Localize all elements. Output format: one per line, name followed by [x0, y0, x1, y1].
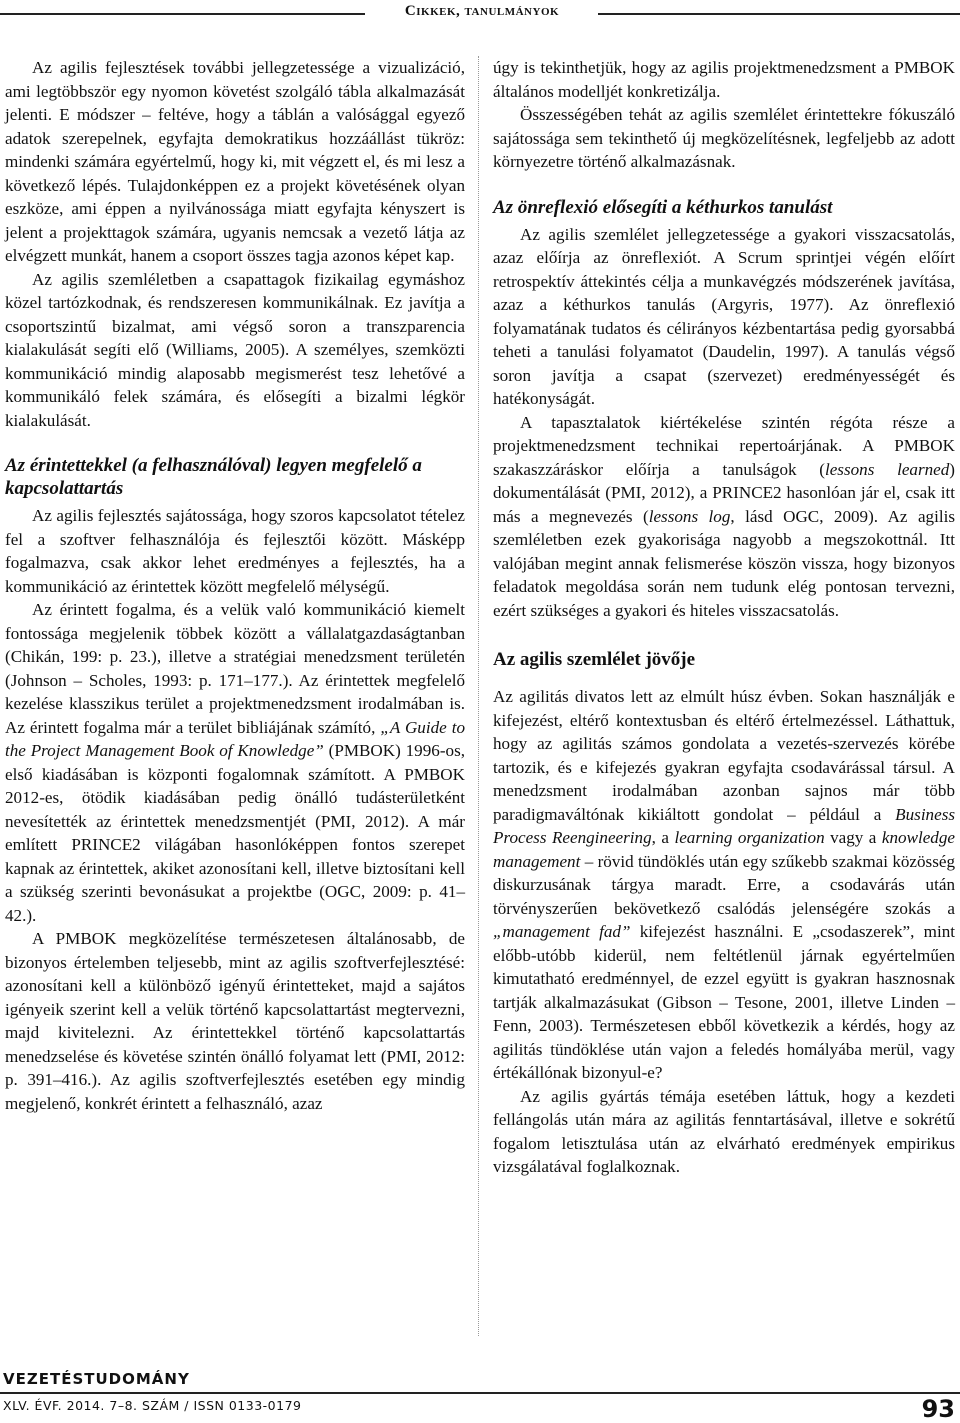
paragraph: úgy is tekinthetjük, hogy az agilis projektmenedzsment a PMBOK általános modelljét konkretizálja. [493, 58, 955, 101]
paragraph [493, 685, 955, 1085]
journal-name: VEZETÉSTUDOMÁNY [3, 1370, 190, 1388]
italic-term: lessons log [648, 506, 731, 526]
paragraph: Az agilis szemlélet jellegzetessége a gyakori visszacsatolás, azaz előírja az önreflexiót. A Scrum sprintjei végén előírt retrospektív áttekintés célja a munkavégzés módszerének javítása, azaz a kéthurkos tanulás (Argyris, 1977). Az önreflexió folyamatának tudatos és célirányos kézbentartása pedig gyorsabbá teheti a tanulási folyamatot (Daudelin, 1997). A tanulás végső soron javítja a csapat (szervezet) eredményességét és hatékonyságát. [493, 224, 955, 408]
page-number: 93 [921, 1395, 955, 1423]
text-run: , a [651, 828, 675, 847]
paragraph: Az agilis gyártás témája esetében láttuk, hogy a kezdeti fellángolás után mára az agilitás fenntartásával, illetve e sokrétű fogalom letisztulása után az elvárható eredmények empirikus vizsgálatával foglalkoznak. [493, 1086, 955, 1176]
italic-term: „management fad” [493, 922, 631, 941]
footer-rule [0, 1392, 960, 1394]
paragraph: Az agilis fejlesztés sajátossága, hogy szoros kapcsolatot tételez fel a szoftver felhasználója és fejlesztői között. Másképp fogalmazva, csak akkor lehet eredményes a fejlesztés, ha a kommunikáció az érintettek között megfelelő mélységű. [5, 506, 465, 596]
column-divider [478, 56, 479, 1336]
text-run: A tapasztalatok kiértékelése szintén régóta része a projektmenedzsment technikai repertoárjának. A PMBOK szakaszzáráskor előírja a tanulságok ( [493, 412, 955, 479]
text-run: – rövid tündöklés után egy szűkebb szakmai közösség diskurzusának tárgya maradt. Erre, a csodavárás után törvényszerűen bekövetkező csalódás jelenségére szokás a [493, 851, 955, 918]
italic-title: „A Guide to the Project Management Book of Knowledge” [5, 717, 465, 760]
issue-info: XLV. ÉVF. 2014. 7–8. SZÁM / ISSN 0133-0179 [3, 1398, 302, 1413]
text-run: vagy a [824, 828, 882, 847]
text-run: Az érintett fogalma, és a velük való kommunikáció kiemelt fontossága megjelenik többek között a vállalatgazdaságtanban (Chikán, 199: p. 23.), illetve a stratégiai menedzsment területén (Johnson – Scholes, 1993: p. 171–177.). Az érintettek megfelelő kezelése klasszikus terület a projektmenedzsment irodalmában is. Az érintett fogalma már a terület bibliájának számító, [5, 600, 465, 737]
left-column [5, 56, 465, 1115]
section-heading: Az agilis szemlélet jövője [493, 649, 696, 670]
paragraph [493, 411, 955, 623]
paragraph: Az agilis szemléletben a csapattagok fizikailag egymáshoz közel tartózkodnak, és rendszeresen kommunikálnak. Ez javítja a csoportszintű bizalmat, ami végső soron a transzparencia kialakulását segíti elő (Williams, 2005). A személyes, szemközti kommunikáció mindig alaposabb megismerést tesz lehetővé a kommunikáló felek számára, és elősegíti a bizalmi légkör kialakulását. [5, 269, 465, 430]
italic-term: Business Process Reengineering [493, 804, 955, 847]
section-heading: Az érintettekkel (a felhasználóval) legyen megfelelő a kapcsolattartás [5, 455, 422, 499]
paragraph [5, 598, 465, 927]
italic-term: knowledge management [493, 828, 955, 871]
paragraph: Az agilis fejlesztések további jellegzetessége a vizualizáció, ami legtöbbször egy nyomon követést szolgáló tábla alkalmazását jelenti. E módszer – feltéve, hogy a táblán a valósággal egyező adatok szerepelnek, egyfajta demokratikus hozzáállást tükröz: mindenki számára egyértelmű, hogy ki, mit végzett el, és mi lesz a következő lépés. Tulajdonképpen ez a projekt követésének olyan eszköze, ami éppen a nyilvánossága miatt egyfajta kényszert is jelent a projekttagok számára, ugyanis nemcsak a vezető látja az elvégzett munkát, hanem a csoport összes tagja azonos képet kap. [5, 58, 465, 265]
paragraph: A PMBOK megközelítése természetesen általánosabb, de bizonyos értelemben teljesebb, mint az agilis szoftverfejlesztésé: azonosítani kell a különböző igényű érintetteket, majd a sajátos igényeik szerint kell a velük történő kapcsolattartást megtervezni, majd kivitelezni. Az érintettekkel történő kapcsolattartás menedzselése és követése szintén önálló folyamat lett (PMI, 2012: p. 391–416.). Az agilis szoftverfejlesztés esetében egy mindig megjelenő, konkrét érintett a felhasználó, azaz [5, 929, 465, 1113]
running-header [0, 0, 960, 30]
text-run: ) dokumentálását (PMI, 2012), a PRINCE2 hasonlóan jár el, csak itt más a megnevezés ( [493, 459, 955, 526]
paragraph: Összességében tehát az agilis szemlélet érintettekre fókuszáló sajátossága sem tekinthető új megközelítésnek, legfeljebb az adott környezetre történő alkalmazásnak. [493, 105, 955, 171]
text-run: Az agilitás divatos lett az elmúlt húsz évben. Sokan használják e kifejezést, eltérő kontextusban és eltérő értelmezéssel. Láthattuk, hogy az agilitás számos gondolata a vezetés-szervezés körébe tartozik, és e kifejezés gyakran egyfajta csodavárással társul. A menedzsment irodalmában azonban sajnos már több paradigmaváltónak kikiáltott gondolat – például a [493, 687, 955, 824]
italic-term: learning organization [674, 828, 825, 847]
text-run: (PMBOK) 1996-os, első kiadásában is központi fogalomnak számított. A PMBOK 2012-es, ötödik kiadásában pedig önálló tudásterületként nevesítették az érintettek menedzsmentjét (PMI, 2012). A már említett PRINCE2 világában hasonlóképpen fontos szerepet kapnak az érintettek, akiket azonosítani kell, illetve biztosítani kell a szükség szerinti bevonásukat a projektbe (OGC, 2009: p. 41–42.). [5, 741, 465, 925]
italic-term: lessons learned [824, 459, 950, 479]
right-column [493, 56, 955, 1179]
section-title: Cikkek, tanulmányok [404, 3, 560, 19]
page-footer [0, 1366, 960, 1422]
header-rule-left [0, 13, 365, 15]
text-run: , lásd OGC, 2009). Az agilis szemléletben ezek gyakorisága nagyobb a megszokottnál. Itt valójában megint annak felismerése köszön vissza, hogy bizonyos feladatok megoldása során nem tudunk elég pontosan tervezni, ezért szükséges a gyakori és hiteles visszacsatolás. [493, 506, 955, 620]
header-rule-right [598, 13, 960, 15]
section-heading: Az önreflexió elősegíti a kéthurkos tanulást [493, 196, 833, 218]
text-run: kifejezést használni. E „csodaszerek”, mint előbb-utóbb kiderül, nem feltétlenül járnak egyértelműen kimutatható eredménnyel, de ezzel együtt is gyakran hasznosnak tartják alkalmazásukat (Gibson – Tesone, 2001, illetve Linden – Fenn, 2003). Természetesen ebből következik a kérdés, hogy az agilitás tündöklése után vajon a feledés homályába merül, vagy értékállónak bizonyul-e? [493, 922, 955, 1082]
